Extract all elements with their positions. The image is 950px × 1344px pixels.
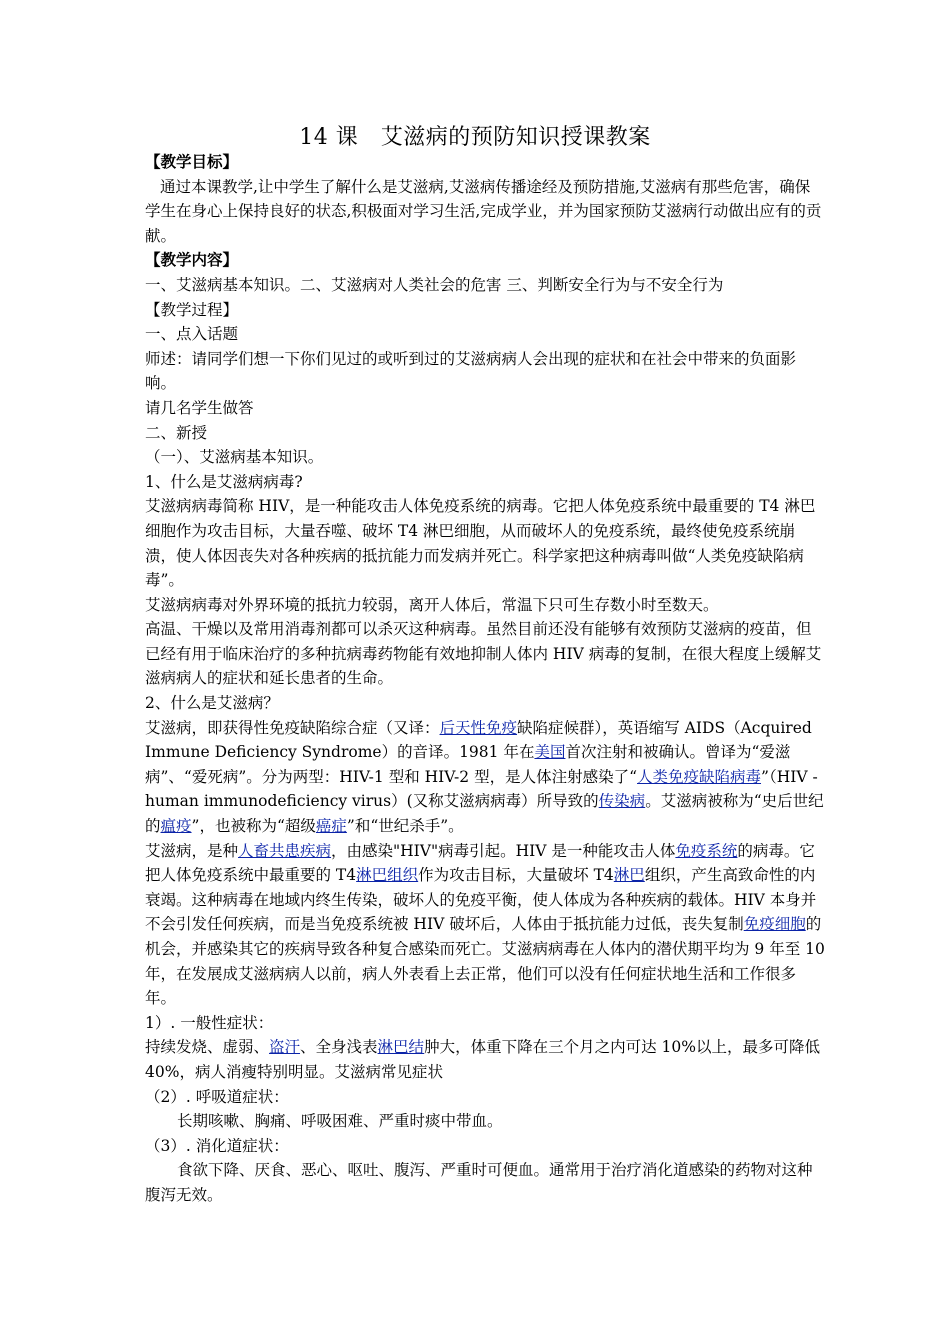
goal-heading: 【教学目标】 xyxy=(145,152,239,171)
text-span: 、全身浅表 xyxy=(300,1038,378,1057)
link-cancer[interactable]: 癌症 xyxy=(315,817,347,836)
text-span: 缺陷症候群），英语缩写 AIDS（Acquired Immune Deficiency Syndrome）的音译。1981 年在 xyxy=(145,718,812,762)
text-span: 作为攻击目标，大量破坏 T4 xyxy=(418,866,614,885)
link-plague[interactable]: 瘟疫 xyxy=(160,817,192,836)
text-span: 的机会，并感染其它的疾病导致各种复合感染而死亡。艾滋病病毒在人体内的潜伏期平均为 9 年至 10 年，在发展成艾滋病病人以前，病人外表看上去正常，他们可以没有任何症状地生活和工作很多年。 xyxy=(145,915,825,1008)
link-hiv-virus[interactable]: 人类免疫缺陷病毒 xyxy=(637,767,762,786)
symptom2-title: （2）. 呼吸道症状： xyxy=(145,1087,289,1106)
question1-paragraph2: 艾滋病病毒对外界环境的抵抗力较弱，离开人体后，常温下只可生存数小时至数天。 xyxy=(145,595,719,614)
text-span: 艾滋病，是种 xyxy=(145,841,239,860)
question1-paragraph3: 高温、干燥以及常用消毒剂都可以杀灭这种病毒。虽然目前还没有能够有效预防艾滋病的疫苗，但已经有用于临床治疗的多种抗病毒药物能有效地抑制人体内 HIV 病毒的复制，在很大程度上缓解艾滋病病人的症状和延长患者的生命。 xyxy=(145,620,822,688)
section2-title: 二、新授 xyxy=(145,423,208,442)
text-span: 的病毒。它把人体免疫系统中最重要的 T4 xyxy=(145,841,815,885)
section1-ask: 请几名学生做答 xyxy=(145,398,254,417)
symptom3-title: （3）. 消化道症状： xyxy=(145,1136,289,1155)
question2-paragraph2 xyxy=(145,839,825,1011)
link-immune-cells[interactable]: 免疫细胞 xyxy=(743,915,806,934)
section1-title: 一、点入话题 xyxy=(145,325,239,344)
section1-text: 师述：请同学们想一下你们见过的或听到过的艾滋病病人会出现的症状和在社会中带来的负面影响。 xyxy=(145,349,797,393)
process-heading: 【教学过程】 xyxy=(145,300,239,319)
question2-paragraph1 xyxy=(145,716,825,839)
symptom2-text: 长期咳嗽、胸痛、呼吸困难、严重时痰中带血。 xyxy=(177,1112,503,1131)
link-immune-system[interactable]: 免疫系统 xyxy=(675,841,738,860)
text-span: 。艾滋病被称为“史后世纪的 xyxy=(145,792,824,836)
link-usa[interactable]: 美国 xyxy=(534,743,566,762)
document-body xyxy=(145,150,825,1208)
text-span: ”和“世纪杀手”。 xyxy=(346,817,464,836)
link-infectious-disease[interactable]: 传染病 xyxy=(598,792,646,811)
link-lymph-nodes[interactable]: 淋巴结 xyxy=(377,1038,425,1057)
question2-title: 2、什么是艾滋病？ xyxy=(145,694,279,713)
content-text: 一、艾滋病基本知识。二、艾滋病对人类社会的危害 三、判断安全行为与不安全行为 xyxy=(145,275,724,294)
link-night-sweats[interactable]: 盗汗 xyxy=(269,1038,301,1057)
question1-paragraph1: 艾滋病病毒简称 HIV，是一种能攻击人体免疫系统的病毒。它把人体免疫系统中最重要的 T4 淋巴细胞作为攻击目标，大量吞噬、破坏 T4 淋巴细胞，从而破坏人的免疫系统，最终使免疫系统崩溃，使人体因丧失对各种疾病的抵抗能力而发病并死亡。科学家把这种病毒叫做“人类免疫缺陷病毒”。 xyxy=(145,497,816,590)
goal-text: 通过本课教学,让中学生了解什么是艾滋病,艾滋病传播途经及预防措施,艾滋病有那些危害，确保学生在身心上保持良好的状态,积极面对学习生活,完成学业，并为国家预防艾滋病行动做出应有的贡献。 xyxy=(145,177,822,245)
link-lymph[interactable]: 淋巴 xyxy=(613,866,645,885)
subsection1-title: （一）、艾滋病基本知识。 xyxy=(145,448,324,467)
text-span: 持续发烧、虚弱、 xyxy=(145,1038,270,1057)
text-span: 组织，产生高致命性的内衰竭。这种病毒在地域内终生传染，破坏人的免疫平衡，使人体成为各种疾病的载体。HIV 本身并不会引发任何疾病，而是当免疫系统被 HIV 破坏后，人体由于抵抗能力过低，丧失复制 xyxy=(145,866,817,934)
symptom3-text: 食欲下降、厌食、恶心、呕吐、腹泻、严重时可便血。通常用于治疗消化道感染的药物对这种腹泻无效。 xyxy=(145,1161,813,1204)
content-heading: 【教学内容】 xyxy=(145,250,239,270)
link-zoonosis[interactable]: 人畜共患疾病 xyxy=(238,841,332,860)
text-span: 艾滋病，即获得性免疫缺陷综合症（又译： xyxy=(145,718,440,737)
text-span: ”，也被称为“超级 xyxy=(191,817,316,836)
text-span: ”（HIV - human immunodeficiency virus）(又称艾滋病病毒）所导致的 xyxy=(145,767,818,811)
symptom1-text xyxy=(145,1035,825,1084)
link-lymphoid-tissue[interactable]: 淋巴组织 xyxy=(356,866,419,885)
text-span: 首次注射和被确认。曾译为“爱滋病”、“爱死病”。分为两型：HIV-1 型和 HIV-2 型，是人体注射感染了“ xyxy=(145,743,791,786)
text-span: ，由感染"HIV"病毒引起。HIV 是一种能攻击人体 xyxy=(331,841,676,860)
text-span: 肿大，体重下降在三个月之内可达 10%以上，最多可降低 40%，病人消瘦特别明显。艾滋病常见症状 xyxy=(145,1038,820,1081)
document-title: 14 课 艾滋病的预防知识授课教案 xyxy=(299,125,651,150)
symptom1-title: 1）. 一般性症状： xyxy=(145,1013,274,1032)
question1-title: 1、什么是艾滋病病毒? xyxy=(145,472,303,491)
link-acquired-immunity[interactable]: 后天性免疫 xyxy=(439,718,518,737)
